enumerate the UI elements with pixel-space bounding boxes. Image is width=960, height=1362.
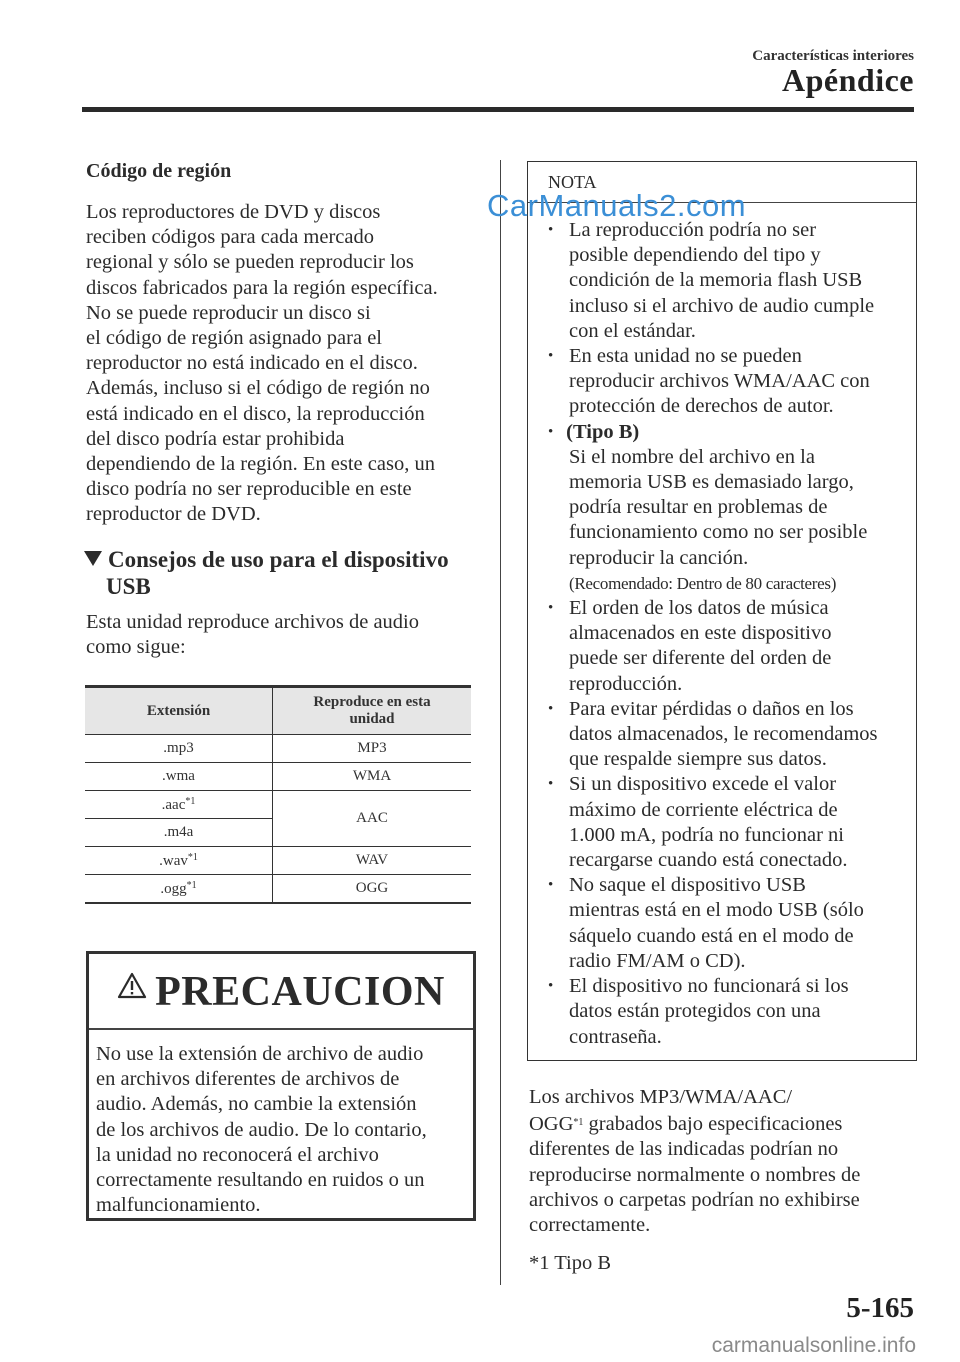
bullet-icon: • <box>548 776 554 793</box>
table-header-playback: Reproduce en esta unidad <box>273 687 472 735</box>
note-box <box>527 161 917 1061</box>
caution-divider <box>89 1028 473 1030</box>
table-header-row <box>85 687 471 735</box>
section-title: Características interiores <box>752 48 914 64</box>
table-cell-ext: .wma <box>85 763 273 791</box>
list-item: • El dispositivo no funcionará si los datos están protegidos con una contraseña. <box>548 975 849 1048</box>
footer-watermark: carmanualsonline.info <box>711 1334 916 1357</box>
bullet-icon: • <box>548 978 554 995</box>
chapter-title: Apéndice <box>782 62 914 98</box>
table-cell-ext: .mp3 <box>85 735 273 763</box>
region-paragraph: Los reproductores de DVD y discos reciben códigos para cada mercado regional y sólo se pueden reproducir los discos fabricados para la región específica. No se puede reproducir un disco si el código de región asignado para el reproductor no está indicado en el disco. Además, incluso si el código de región no está indicado en el disco, la reproducción del disco podría estar prohibida dependiendo de la región. En este caso, un disco podría no ser reproducible en este reproductor de DVD. <box>86 201 438 526</box>
page-number: 5-165 <box>846 1292 914 1324</box>
footnote: *1 Tipo B <box>529 1252 612 1274</box>
format-paragraph: Los archivos MP3/WMA/AAC/ OGG$^{*1}$ grabados bajo especificaciones diferentes de las indicadas podrían no reproducirse normalmente o nombres de archivos o carpetas podrían no exhibirse correctamente. <box>529 1086 861 1237</box>
bullet-icon: • <box>548 877 554 894</box>
table-row <box>85 735 471 763</box>
table-cell-ext: .ogg$^{*1}$ <box>85 875 273 904</box>
table-row <box>85 847 471 875</box>
usb-intro: Esta unidad reproduce archivos de audio como sigue: <box>86 611 420 659</box>
table-cell-format: WAV <box>273 847 472 875</box>
table-cell-format: AAC <box>273 791 472 847</box>
table-cell-ext: .wav$^{*1}$ <box>85 847 273 875</box>
usb-section-heading: Consejos de uso para el dispositivo USB <box>84 546 479 600</box>
list-item: • Para evitar pérdidas o daños en los datos almacenados, le recomendamos que respalde siempre sus datos. <box>548 697 878 771</box>
note-list <box>528 218 916 1050</box>
top-watermark: CarManuals2.com <box>487 188 747 223</box>
list-item: • Si un dispositivo excede el valor máximo de corriente eléctrica de 1.000 mA, podría no funcionar ni recargarse cuando está conectado. <box>548 773 848 872</box>
header-rule <box>82 107 914 112</box>
table-cell-ext: .aac$^{*1}$ <box>85 791 273 819</box>
caution-box <box>86 951 476 1221</box>
table-header-extension: Extensión <box>85 687 273 735</box>
extension-table <box>85 685 471 904</box>
table-cell-format: MP3 <box>273 735 472 763</box>
caution-text: No use la extensión de archivo de audio en archivos diferentes de archivos de audio. Además, no cambie la extensión de los archivos de audio. De lo contario, la unidad no reconocerá el archivo correctamente resultando en ruidos o un malfuncionamiento. <box>96 1043 427 1217</box>
list-item: • (Tipo B) Si el nombre del archivo en la memoria USB es demasiado largo, podría resultar en problemas de funcionamiento como no ser posible reproducir la canción. (Recomendado: Dentro de 80 caracteres) <box>548 420 868 593</box>
table-cell-format: OGG <box>273 875 472 904</box>
table-row <box>85 875 471 904</box>
list-item: • El orden de los datos de música almacenados en este dispositivo puede ser diferente del orden de reproducción. <box>548 597 832 695</box>
list-item: • No saque el dispositivo USB mientras está en el modo USB (sólo sáquelo cuando está en el modo de radio FM/AM o CD). <box>548 874 864 972</box>
section-triangle-icon <box>84 551 102 566</box>
table-cell-format: WMA <box>273 763 472 791</box>
caution-title: PRECAUCION <box>89 968 473 1016</box>
bullet-icon: • <box>548 600 554 617</box>
list-item: • La reproducción podría no ser posible dependiendo del tipo y condición de la memoria flash USB incluso si el archivo de audio cumple con el estándar. <box>548 219 875 342</box>
list-item: • En esta unidad no se pueden reproducir archivos WMA/AAC con protección de derechos de autor. <box>548 345 870 418</box>
table-row <box>85 791 471 819</box>
table-cell-ext: .m4a <box>85 819 273 847</box>
column-divider <box>500 160 501 1285</box>
bullet-icon: • <box>548 348 554 365</box>
region-heading: Código de región <box>86 160 232 182</box>
warning-triangle-icon <box>117 972 147 999</box>
bullet-icon: • <box>548 700 554 717</box>
table-row <box>85 763 471 791</box>
note-title: NOTA <box>548 172 597 192</box>
bullet-icon: • <box>548 423 554 440</box>
bullet-icon: • <box>548 222 554 238</box>
